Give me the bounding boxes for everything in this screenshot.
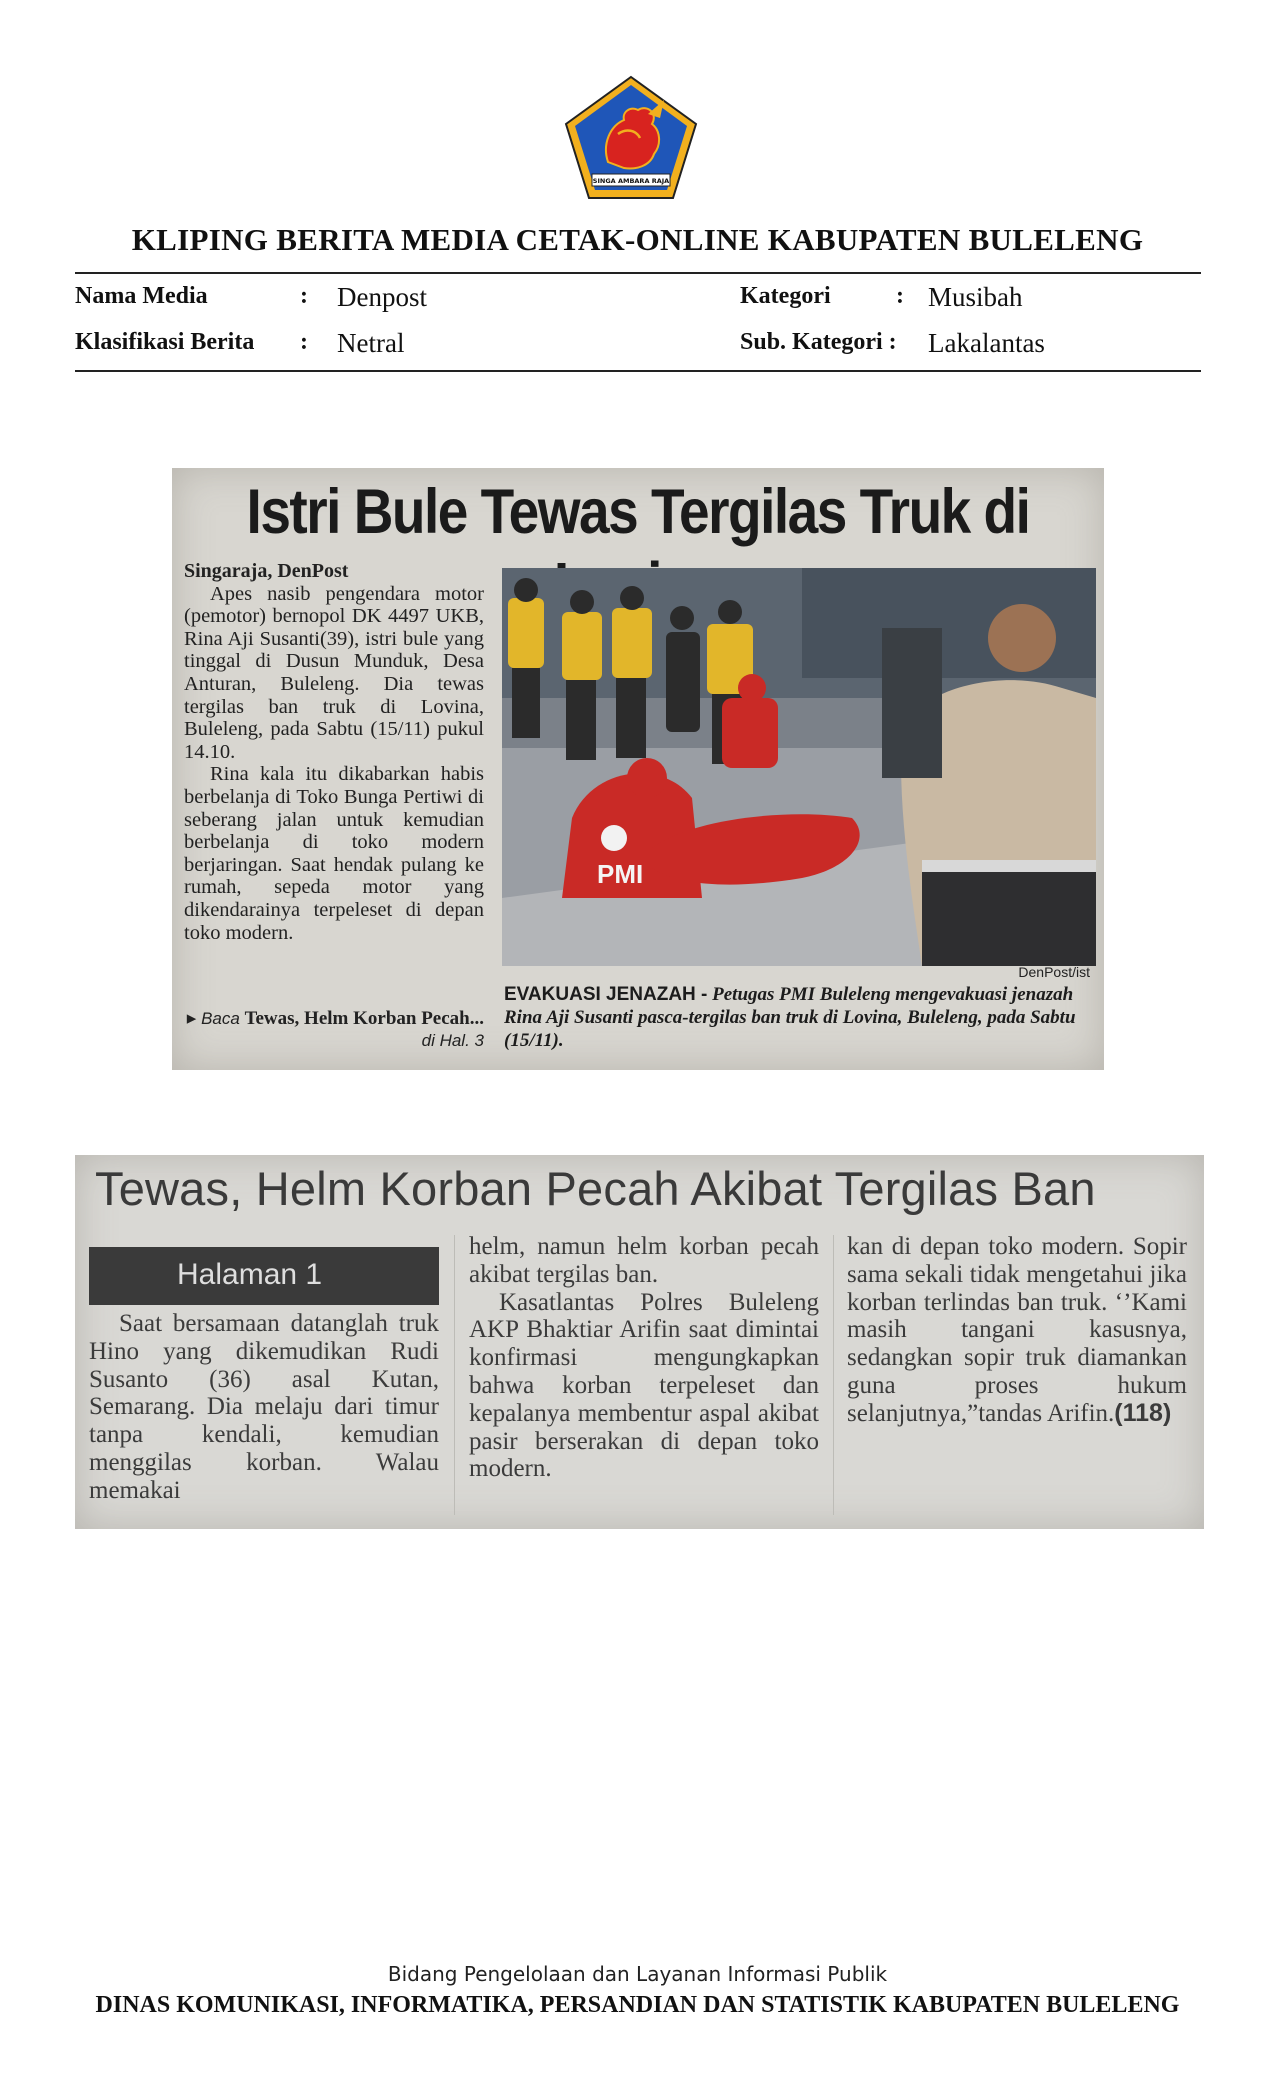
footer-division: Bidang Pengelolaan dan Layanan Informasi Publik [387, 1962, 888, 1986]
ref-read-label: Baca [201, 1009, 240, 1028]
news-clipping-continuation [75, 1155, 1204, 1529]
caption-text: Petugas PMI Buleleng mengevakuasi jenazah Rina Aji Susanti pasca-tergilas ban truk di Lovina, Buleleng, pada Sabtu (15/11). [504, 984, 1076, 1051]
article-dateline: Singaraja, DenPost [184, 560, 349, 582]
media-name-colon: : [300, 283, 308, 309]
photo-credit: DenPost/ist [1018, 964, 1090, 980]
article-column-3 [847, 1233, 1187, 1428]
article-column-1 [89, 1310, 439, 1505]
news-clipping-front-page [172, 468, 1104, 1070]
column-divider [454, 1235, 455, 1515]
continuation-headline: Tewas, Helm Korban Pecah Akibat Tergilas Ban [95, 1162, 1096, 1215]
header-top-rule [75, 272, 1201, 274]
pmi-vest-label: PMI [597, 859, 644, 889]
sub-category-label: Sub. Kategori : [740, 329, 897, 355]
emblem-motto: SINGA AMBARA RAJA [592, 177, 670, 185]
article-paragraph [847, 1233, 1187, 1428]
ref-page: di Hal. 3 [421, 1031, 484, 1050]
article-paragraph: Kasatlantas Polres Buleleng AKP Bhaktiar Arifin saat dimintai konfirmasi mengungkapkan bahwa korban terpeleset dan kepalanya membentur aspal akibat pasir berserakan di depan toko modern. [469, 1288, 819, 1483]
section-label: Halaman 1 [177, 1258, 323, 1291]
classification-value: Netral [337, 328, 405, 358]
category-colon: : [896, 283, 904, 309]
caption-lead: EVAKUASI JENAZAH - [504, 984, 708, 1005]
clipping-headline: Istri Bule Tewas Tergilas Truk di [246, 475, 1030, 547]
category-label: Kategori [740, 283, 831, 309]
article-column-2 [469, 1233, 819, 1483]
continuation-reference [184, 1008, 484, 1052]
document-title: KLIPING BERITA MEDIA CETAK-ONLINE KABUPATEN BULELENG [131, 222, 1144, 257]
article-paragraph: Saat bersamaan datanglah truk Hino yang dikemudikan Rudi Susanto (36) asal Kutan, Semarang. Dia melaju dari timur tanpa kendali, kemudian menggilas korban. Walau memakai [89, 1310, 439, 1504]
classification-label: Klasifikasi Berita [75, 329, 255, 355]
category-value: Musibah [928, 282, 1023, 312]
article-paragraph: Apes nasib pengendara motor (pemotor) bernopol DK 4497 UKB, Rina Aji Susanti(39), istri bule yang tinggal di Dusun Munduk, Desa Anturan, Buleleng. Dia tewas tergilas ban truk di Lovina, Buleleng, pada Sabtu (15/11) pukul 14.10. [184, 582, 484, 763]
photo-caption [504, 983, 1094, 1052]
sub-category-value: Lakalantas [928, 328, 1045, 358]
article-text: kan di depan toko modern. Sopir sama sekali tidak mengetahui jika korban terlindas ban truk. ‘’Kami masih tangani kasusnya, sedangkan sopir truk diamankan guna proses hukum selanjutnya,”tandas Arifin. [847, 1233, 1187, 1427]
news-photo-evacuation [502, 568, 1096, 966]
footer-agency: DINAS KOMUNIKASI, INFORMATIKA, PERSANDIAN DAN STATISTIK KABUPATEN BULELENG [95, 1992, 1180, 2018]
section-banner [89, 1247, 439, 1305]
article-paragraph: Rina kala itu dikabarkan habis berbelanja di Toko Bunga Pertiwi di seberang jalan untuk kemudian berbelanja di toko modern berjaringan. Saat hendak pulang ke rumah, sepeda motor yang dikendarainya terpeleset di depan toko modern. [184, 763, 484, 944]
article-paragraph: helm, namun helm korban pecah akibat tergilas ban. [469, 1233, 819, 1288]
media-name-label: Nama Media [75, 283, 208, 309]
ref-article-title: Tewas, Helm Korban Pecah... [244, 1008, 484, 1029]
article-body [184, 560, 484, 944]
buleleng-regency-emblem [562, 74, 700, 202]
column-divider [833, 1235, 834, 1515]
arrow-right-icon: ▸ [186, 1008, 197, 1029]
media-name-value: Denpost [337, 282, 427, 312]
classification-colon: : [300, 329, 308, 355]
reporter-code: (118) [1114, 1398, 1172, 1427]
header-bottom-rule [75, 370, 1201, 372]
